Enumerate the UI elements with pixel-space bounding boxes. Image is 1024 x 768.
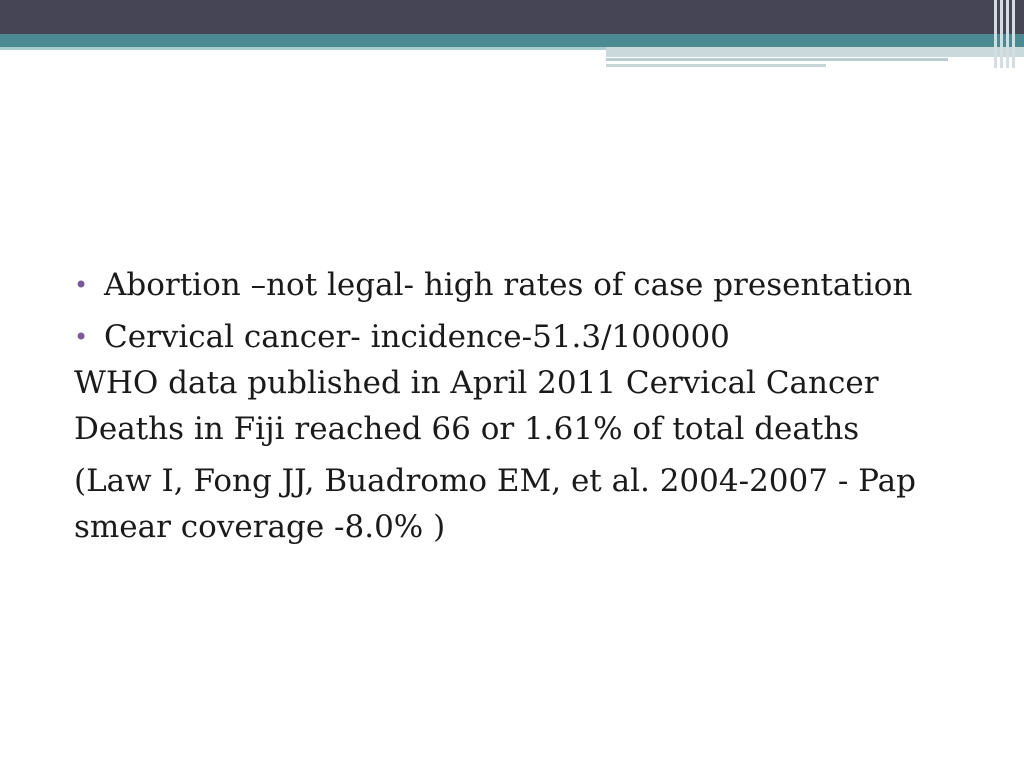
bullet-text: Cervical cancer- incidence-51.3/100000: [104, 319, 730, 355]
header-teal-bar: [0, 34, 1024, 47]
paragraph-citation: (Law I, Fong JJ, Buadromo EM, et al. 2004-2007 - Pap smear coverage -8.0% ): [74, 463, 916, 545]
header-right-accent-bar: [606, 47, 1024, 57]
paragraph-who-data: WHO data published in April 2011 Cervical Cancer Deaths in Fiji reached 66 or 1.61% of total deaths: [74, 365, 879, 447]
header-light-teal-line: [0, 47, 606, 50]
header-vertical-stripes: [992, 0, 1024, 68]
bullet-item-abortion: [74, 262, 974, 308]
header-right-accent-line-short: [606, 64, 826, 67]
slide-body: [74, 262, 974, 550]
header-dark-bar: [0, 0, 1024, 34]
bullet-text: Abortion –not legal- high rates of case presentation: [104, 267, 913, 303]
bullet-icon: •: [74, 323, 89, 351]
bullet-item-cervical-cancer: [74, 314, 974, 360]
vertical-stripe: [1006, 0, 1009, 68]
header-right-accent-line: [606, 58, 948, 61]
vertical-stripe: [1000, 0, 1003, 68]
bullet-icon: •: [74, 271, 89, 299]
vertical-stripe: [994, 0, 997, 68]
vertical-stripe: [1012, 0, 1015, 68]
